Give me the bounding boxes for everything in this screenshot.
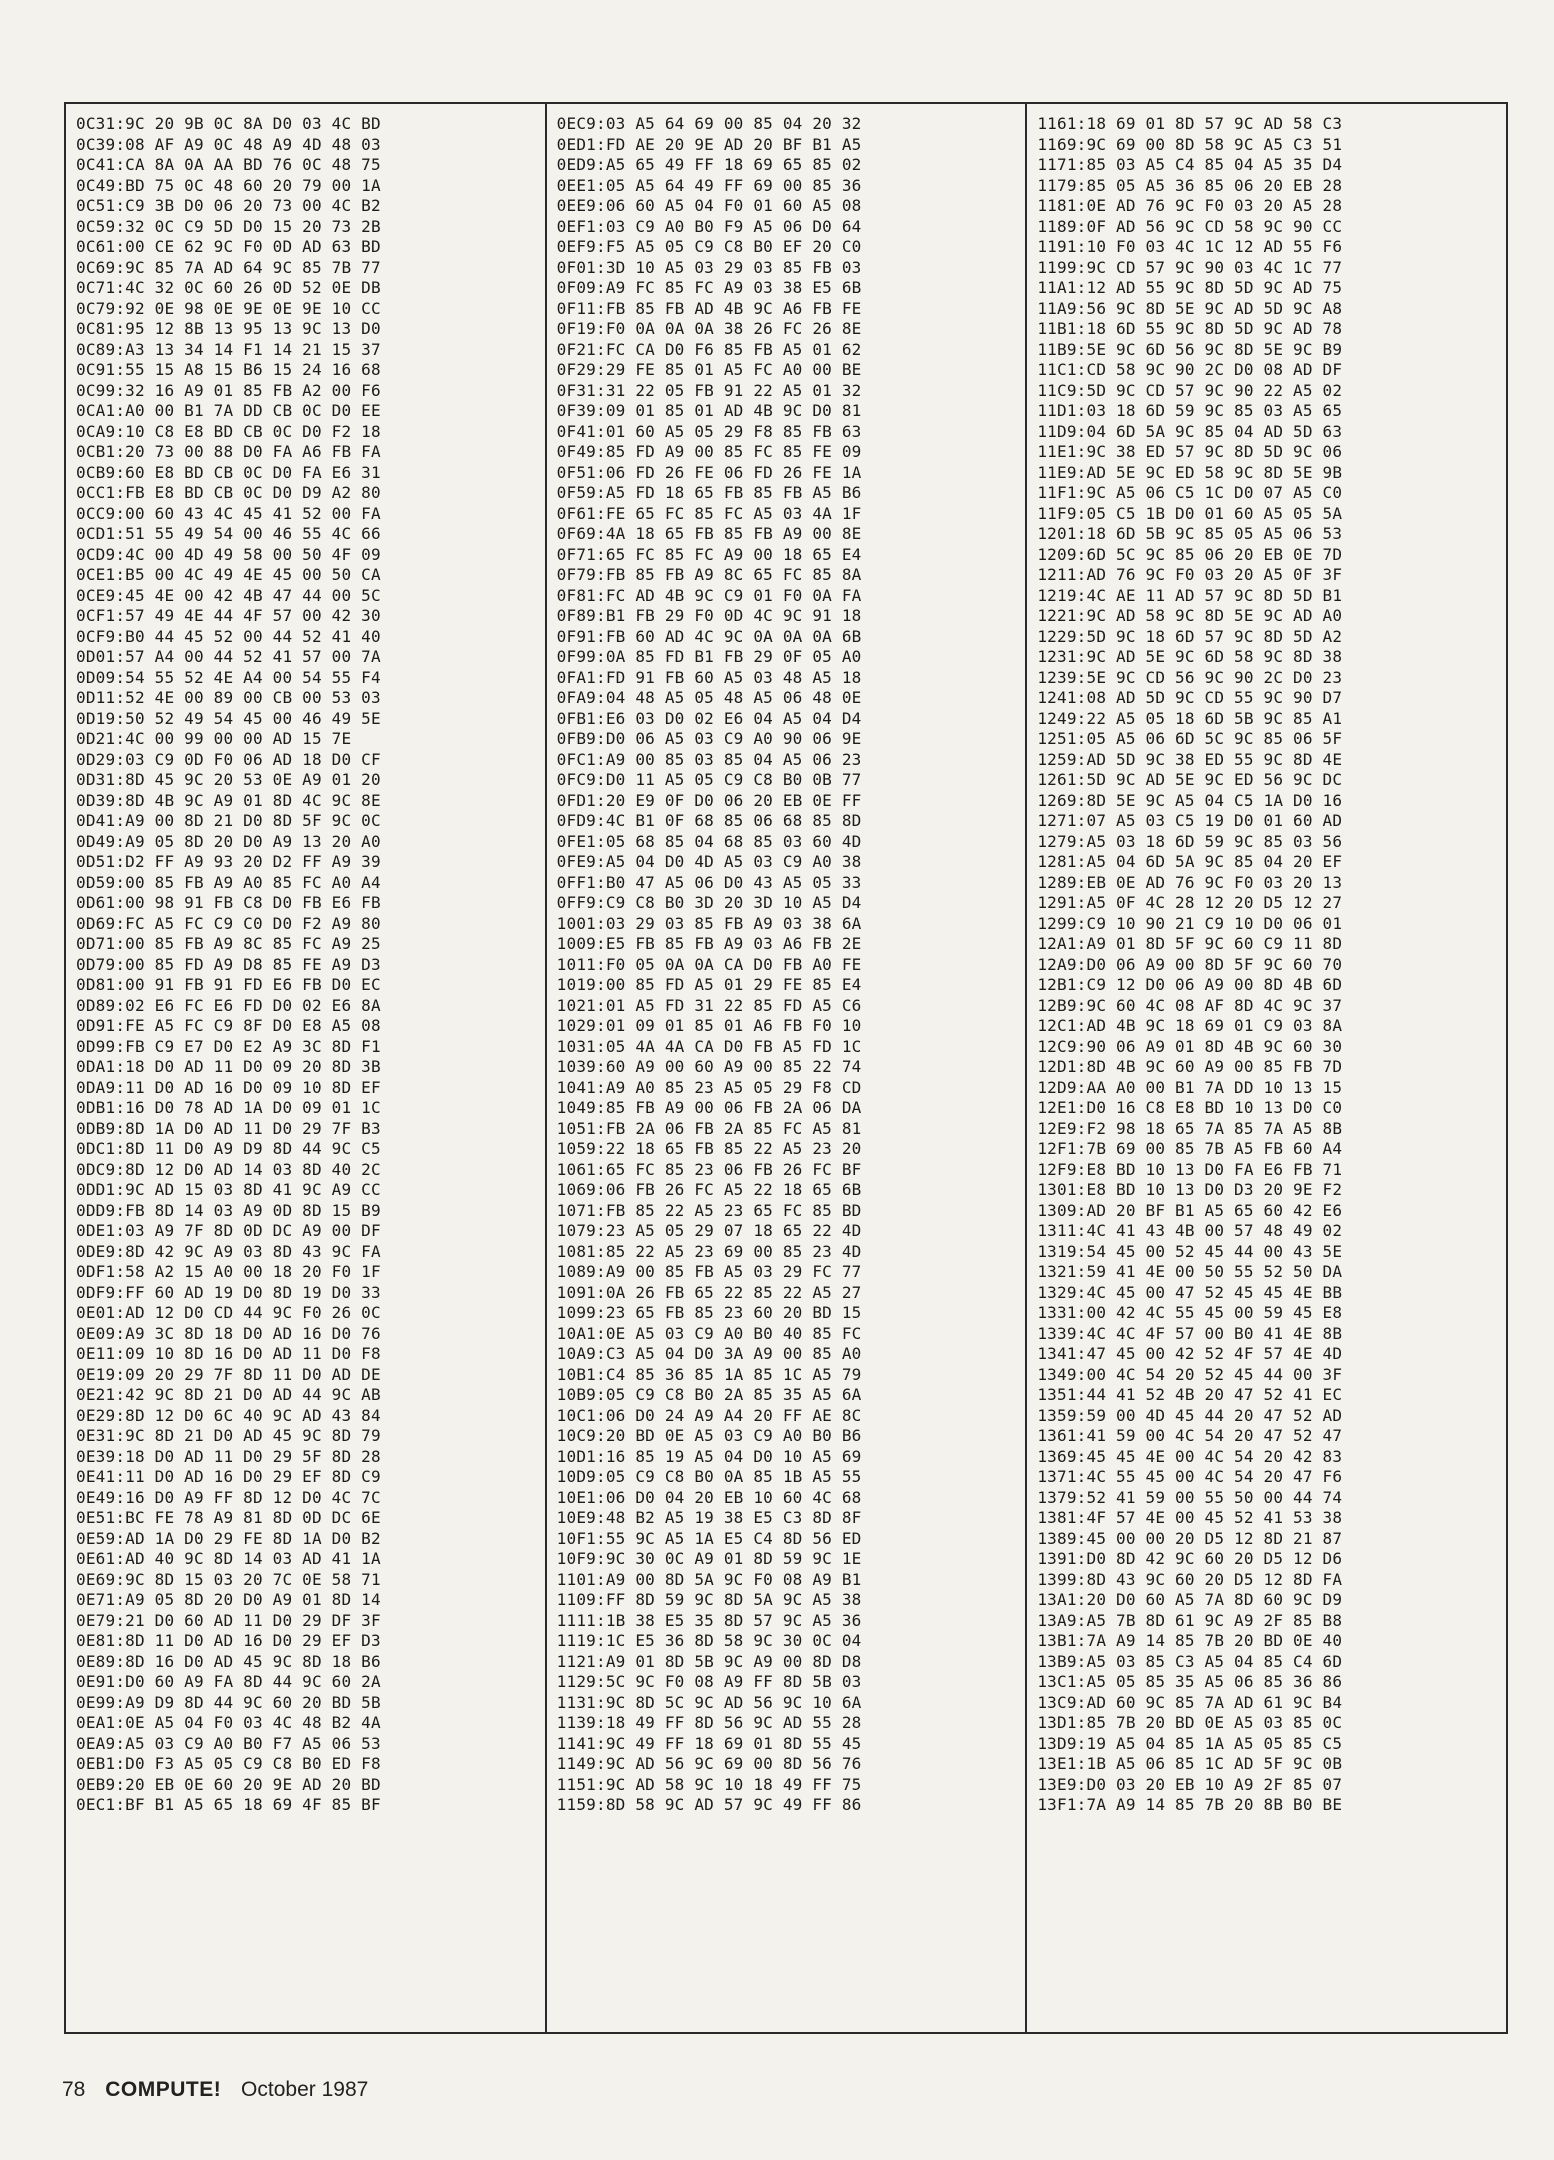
listing-line: 1139:18 49 FF 8D 56 9C AD 55 28 [556, 1713, 862, 1732]
listing-line: 0E39:18 D0 AD 11 D0 29 5F 8D 28 [76, 1446, 381, 1466]
listing-line: 11A1:12 AD 55 9C 8D 5D 9C AD 75 [1037, 278, 1343, 297]
listing-line: 0FE1:05 68 85 04 68 85 03 60 4D [556, 831, 862, 851]
listing-line: 1279:A5 03 18 6D 59 9C 85 03 56 [1037, 831, 1343, 851]
listing-line: 1231:9C AD 5E 9C 6D 58 9C 8D 38 [1037, 647, 1343, 666]
listing-line: 0C51:C9 3B D0 06 20 73 00 4C B2 [76, 196, 381, 215]
listing-line: 0E99:A9 D9 8D 44 9C 60 20 BD 5B [76, 1692, 381, 1712]
listing-line: 1261:5D 9C AD 5E 9C ED 56 9C DC [1037, 770, 1343, 789]
listing-line: 0F71:65 FC 85 FC A9 00 18 65 E4 [556, 544, 862, 564]
listing-line: 0F69:4A 18 65 FB 85 FB A9 00 8E [556, 524, 862, 543]
listing-line: 0C79:92 0E 98 0E 9E 0E 9E 10 CC [76, 298, 381, 318]
listing-line: 13E1:1B A5 06 85 1C AD 5F 9C 0B [1037, 1754, 1343, 1773]
listing-line: 11A9:56 9C 8D 5E 9C AD 5D 9C A8 [1037, 298, 1343, 318]
listing-line: 1001:03 29 03 85 FB A9 03 38 6A [556, 913, 862, 933]
listing-line: 12C1:AD 4B 9C 18 69 01 C9 03 8A [1037, 1016, 1343, 1035]
listing-line: 0DD1:9C AD 15 03 8D 41 9C A9 CC [76, 1180, 381, 1199]
listing-line: 10F1:55 9C A5 1A E5 C4 8D 56 ED [556, 1528, 862, 1548]
listing-line: 0CD1:51 55 49 54 00 46 55 4C 66 [76, 524, 381, 543]
listing-line: 0DD9:FB 8D 14 03 A9 0D 8D 15 B9 [76, 1200, 381, 1220]
listing-line: 1149:9C AD 56 9C 69 00 8D 56 76 [556, 1754, 862, 1773]
listing-line: 0C69:9C 85 7A AD 64 9C 85 7B 77 [76, 257, 381, 277]
listing-line: 0E01:AD 12 D0 CD 44 9C F0 26 0C [76, 1303, 381, 1322]
listing-line: 0DF9:FF 60 AD 19 D0 8D 19 D0 33 [76, 1282, 381, 1302]
listing-line: 1219:4C AE 11 AD 57 9C 8D 5D B1 [1037, 585, 1343, 605]
listing-line: 1039:60 A9 00 60 A9 00 85 22 74 [556, 1057, 862, 1076]
listing-line: 0EE9:06 60 A5 04 F0 01 60 A5 08 [556, 196, 862, 215]
listing-line: 0F09:A9 FC 85 FC A9 03 38 E5 6B [556, 278, 862, 297]
listing-line: 0CB9:60 E8 BD CB 0C D0 FA E6 31 [76, 462, 381, 482]
listing-line: 1099:23 65 FB 85 23 60 20 BD 15 [556, 1303, 862, 1322]
listing-line: 0F21:FC CA D0 F6 85 FB A5 01 62 [556, 339, 862, 359]
listing-line: 1021:01 A5 FD 31 22 85 FD A5 C6 [556, 995, 862, 1015]
listing-line: 0D99:FB C9 E7 D0 E2 A9 3C 8D F1 [76, 1036, 381, 1056]
listing-line: 1259:AD 5D 9C 38 ED 55 9C 8D 4E [1037, 749, 1343, 769]
listing-line: 1101:A9 00 8D 5A 9C F0 08 A9 B1 [556, 1569, 862, 1589]
listing-line: 1129:5C 9C F0 08 A9 FF 8D 5B 03 [556, 1672, 862, 1691]
listing-line: 1131:9C 8D 5C 9C AD 56 9C 10 6A [556, 1692, 862, 1712]
listing-line: 0E79:21 D0 60 AD 11 D0 29 DF 3F [76, 1610, 381, 1630]
listing-line: 10A1:0E A5 03 C9 A0 B0 40 85 FC [556, 1323, 862, 1343]
listing-line: 0CC1:FB E8 BD CB 0C D0 D9 A2 80 [76, 483, 381, 502]
listing-line: 0D89:02 E6 FC E6 FD D0 02 E6 8A [76, 995, 381, 1015]
listing-line: 0E61:AD 40 9C 8D 14 03 AD 41 1A [76, 1549, 381, 1568]
listing-line: 1171:85 03 A5 C4 85 04 A5 35 D4 [1037, 155, 1343, 174]
listing-line: 0FD9:4C B1 0F 68 85 06 68 85 8D [556, 811, 862, 830]
listing-line: 0C81:95 12 8B 13 95 13 9C 13 D0 [76, 319, 381, 338]
listing-line: 0D91:FE A5 FC C9 8F D0 E8 A5 08 [76, 1016, 381, 1035]
listing-line: 0F59:A5 FD 18 65 FB 85 FB A5 B6 [556, 483, 862, 502]
listing-line: 1051:FB 2A 06 FB 2A 85 FC A5 81 [556, 1118, 862, 1138]
listing-line: 10E9:48 B2 A5 19 38 E5 C3 8D 8F [556, 1508, 862, 1527]
listing-line: 0C49:BD 75 0C 48 60 20 79 00 1A [76, 175, 381, 195]
listing-line: 1181:0E AD 76 9C F0 03 20 A5 28 [1037, 196, 1343, 215]
listing-line: 1221:9C AD 58 9C 8D 5E 9C AD A0 [1037, 606, 1343, 625]
listing-line: 0DC1:8D 11 D0 A9 D9 8D 44 9C C5 [76, 1139, 381, 1158]
listing-line: 1319:54 45 00 52 45 44 00 43 5E [1037, 1241, 1343, 1261]
listing-line: 11D9:04 6D 5A 9C 85 04 AD 5D 63 [1037, 421, 1343, 441]
listing-line: 0FC1:A9 00 85 03 85 04 A5 06 23 [556, 749, 862, 769]
listing-line: 1209:6D 5C 9C 85 06 20 EB 0E 7D [1037, 544, 1343, 564]
listing-line: 0FB9:D0 06 A5 03 C9 A0 90 06 9E [556, 729, 862, 748]
listing-line: 1091:0A 26 FB 65 22 85 22 A5 27 [556, 1282, 862, 1302]
listing-line: 1379:52 41 59 00 55 50 00 44 74 [1037, 1487, 1343, 1507]
listing-line: 0C91:55 15 A8 15 B6 15 24 16 68 [76, 360, 381, 379]
listing-line: 0E89:8D 16 D0 AD 45 9C 8D 18 B6 [76, 1651, 381, 1671]
listing-line: 1009:E5 FB 85 FB A9 03 A6 FB 2E [556, 934, 862, 953]
listing-line: 0D41:A9 00 8D 21 D0 8D 5F 9C 0C [76, 811, 381, 830]
listing-line: 0EF9:F5 A5 05 C9 C8 B0 EF 20 C0 [556, 237, 862, 256]
listing-line: 0E59:AD 1A D0 29 FE 8D 1A D0 B2 [76, 1528, 381, 1548]
listing-line: 1041:A9 A0 85 23 A5 05 29 F8 CD [556, 1077, 862, 1097]
listing-line: 0C99:32 16 A9 01 85 FB A2 00 F6 [76, 380, 381, 400]
listing-line: 0D11:52 4E 00 89 00 CB 00 53 03 [76, 688, 381, 707]
listing-line: 0C61:00 CE 62 9C F0 0D AD 63 BD [76, 237, 381, 256]
listing-line: 12D1:8D 4B 9C 60 A9 00 85 FB 7D [1037, 1057, 1343, 1076]
listing-line: 0ED1:FD AE 20 9E AD 20 BF B1 A5 [556, 134, 862, 154]
page-number: 78 [62, 2078, 86, 2101]
listing-line: 0F91:FB 60 AD 4C 9C 0A 0A 0A 6B [556, 626, 862, 646]
listing-line: 13F1:7A A9 14 85 7B 20 8B B0 BE [1037, 1795, 1343, 1814]
listing-line: 0F41:01 60 A5 05 29 F8 85 FB 63 [556, 421, 862, 441]
listing-frame [64, 102, 1508, 2034]
listing-line: 0E29:8D 12 D0 6C 40 9C AD 43 84 [76, 1405, 381, 1425]
listing-line: 1311:4C 41 43 4B 00 57 48 49 02 [1037, 1221, 1343, 1240]
listing-line: 13E9:D0 03 20 EB 10 A9 2F 85 07 [1037, 1774, 1343, 1794]
listing-line: 0D09:54 55 52 4E A4 00 54 55 F4 [76, 667, 381, 687]
listing-line: 1081:85 22 A5 23 69 00 85 23 4D [556, 1241, 862, 1261]
listing-line: 1189:0F AD 56 9C CD 58 9C 90 CC [1037, 216, 1343, 236]
listing-line: 0EA1:0E A5 04 F0 03 4C 48 B2 4A [76, 1713, 381, 1732]
listing-line: 1069:06 FB 26 FC A5 22 18 65 6B [556, 1180, 862, 1199]
listing-line: 1359:59 00 4D 45 44 20 47 52 AD [1037, 1405, 1343, 1425]
listing-line: 10D1:16 85 19 A5 04 D0 10 A5 69 [556, 1446, 862, 1466]
listing-line: 0EA9:A5 03 C9 A0 B0 F7 A5 06 53 [76, 1733, 381, 1753]
listing-line: 0D79:00 85 FD A9 D8 85 FE A9 D3 [76, 954, 381, 974]
listing-line: 12A1:A9 01 8D 5F 9C 60 C9 11 8D [1037, 934, 1343, 953]
listing-line: 0D49:A9 05 8D 20 D0 A9 13 20 A0 [76, 831, 381, 851]
listing-line: 1269:8D 5E 9C A5 04 C5 1A D0 16 [1037, 790, 1343, 810]
listing-line: 12F1:7B 69 00 85 7B A5 FB 60 A4 [1037, 1139, 1343, 1158]
listing-line: 11F1:9C A5 06 C5 1C D0 07 A5 C0 [1037, 483, 1343, 502]
listing-line: 0E31:9C 8D 21 D0 AD 45 9C 8D 79 [76, 1426, 381, 1445]
listing-line: 0C59:32 0C C9 5D D0 15 20 73 2B [76, 216, 381, 236]
listing-line: 1391:D0 8D 42 9C 60 20 D5 12 D6 [1037, 1549, 1343, 1568]
listing-line: 0E49:16 D0 A9 FF 8D 12 D0 4C 7C [76, 1487, 381, 1507]
listing-line: 1239:5E 9C CD 56 9C 90 2C D0 23 [1037, 667, 1343, 687]
listing-line: 13B9:A5 03 85 C3 A5 04 85 C4 6D [1037, 1651, 1343, 1671]
listing-line: 1141:9C 49 FF 18 69 01 8D 55 45 [556, 1733, 862, 1753]
listing-line: 1179:85 05 A5 36 85 06 20 EB 28 [1037, 175, 1343, 195]
listing-line: 1349:00 4C 54 20 52 45 44 00 3F [1037, 1364, 1343, 1384]
listing-line: 1309:AD 20 BF B1 A5 65 60 42 E6 [1037, 1200, 1343, 1220]
listing-line: 1381:4F 57 4E 00 45 52 41 53 38 [1037, 1508, 1343, 1527]
listing-line: 1061:65 FC 85 23 06 FB 26 FC BF [556, 1159, 862, 1179]
listing-line: 0F51:06 FD 26 FE 06 FD 26 FE 1A [556, 462, 862, 482]
listing-line: 1049:85 FB A9 00 06 FB 2A 06 DA [556, 1098, 862, 1117]
listing-line: 1351:44 41 52 4B 20 47 52 41 EC [1037, 1385, 1343, 1404]
listing-line: 0DB1:16 D0 78 AD 1A D0 09 01 1C [76, 1098, 381, 1117]
listing-line: 1329:4C 45 00 47 52 45 45 4E BB [1037, 1282, 1343, 1302]
listing-line: 0D51:D2 FF A9 93 20 D2 FF A9 39 [76, 852, 381, 871]
listing-line: 10E1:06 D0 04 20 EB 10 60 4C 68 [556, 1487, 862, 1507]
listing-line: 1201:18 6D 5B 9C 85 05 A5 06 53 [1037, 524, 1343, 543]
listing-line: 0F99:0A 85 FD B1 FB 29 0F 05 A0 [556, 647, 862, 666]
listing-line: 0CA1:A0 00 B1 7A DD CB 0C D0 EE [76, 401, 381, 420]
listing-line: 0D31:8D 45 9C 20 53 0E A9 01 20 [76, 770, 381, 789]
listing-line: 0F01:3D 10 A5 03 29 03 85 FB 03 [556, 257, 862, 277]
listing-line: 0F79:FB 85 FB A9 8C 65 FC 85 8A [556, 565, 862, 584]
listing-line: 10B9:05 C9 C8 B0 2A 85 35 A5 6A [556, 1385, 862, 1404]
listing-line: 0F89:B1 FB 29 F0 0D 4C 9C 91 18 [556, 606, 862, 625]
listing-line: 0EB1:D0 F3 A5 05 C9 C8 B0 ED F8 [76, 1754, 381, 1773]
listing-line: 13A1:20 D0 60 A5 7A 8D 60 9C D9 [1037, 1590, 1343, 1609]
listing-line: 1191:10 F0 03 4C 1C 12 AD 55 F6 [1037, 237, 1343, 256]
listing-line: 0CE9:45 4E 00 42 4B 47 44 00 5C [76, 585, 381, 605]
listing-column-1 [66, 104, 545, 2032]
listing-line: 0DC9:8D 12 D0 AD 14 03 8D 40 2C [76, 1159, 381, 1179]
listing-line: 0CA9:10 C8 E8 BD CB 0C D0 F2 18 [76, 421, 381, 441]
listing-line: 0CE1:B5 00 4C 49 4E 45 00 50 CA [76, 565, 381, 584]
listing-line: 0D61:00 98 91 FB C8 D0 FB E6 FB [76, 893, 381, 912]
listing-line: 0D39:8D 4B 9C A9 01 8D 4C 9C 8E [76, 790, 381, 810]
listing-line: 11B1:18 6D 55 9C 8D 5D 9C AD 78 [1037, 319, 1343, 338]
listing-line: 0FE9:A5 04 D0 4D A5 03 C9 A0 38 [556, 852, 862, 871]
listing-line: 0D81:00 91 FB 91 FD E6 FB D0 EC [76, 975, 381, 994]
listing-line: 0F11:FB 85 FB AD 4B 9C A6 FB FE [556, 298, 862, 318]
listing-line: 0D01:57 A4 00 44 52 41 57 00 7A [76, 647, 381, 666]
listing-line: 12E9:F2 98 18 65 7A 85 7A A5 8B [1037, 1118, 1343, 1138]
listing-line: 0D19:50 52 49 54 45 00 46 49 5E [76, 708, 381, 728]
listing-line: 0F49:85 FD A9 00 85 FC 85 FE 09 [556, 442, 862, 461]
listing-line: 1161:18 69 01 8D 57 9C AD 58 C3 [1037, 114, 1343, 133]
listing-line: 12B9:9C 60 4C 08 AF 8D 4C 9C 37 [1037, 995, 1343, 1015]
listing-line: 0D69:FC A5 FC C9 C0 D0 F2 A9 80 [76, 913, 381, 933]
listing-line: 1299:C9 10 90 21 C9 10 D0 06 01 [1037, 913, 1343, 933]
listing-line: 1291:A5 0F 4C 28 12 20 D5 12 27 [1037, 893, 1343, 912]
listing-line: 0C89:A3 13 34 14 F1 14 21 15 37 [76, 339, 381, 359]
listing-line: 1331:00 42 4C 55 45 00 59 45 E8 [1037, 1303, 1343, 1322]
listing-line: 0E19:09 20 29 7F 8D 11 D0 AD DE [76, 1364, 381, 1384]
listing-line: 0DE1:03 A9 7F 8D 0D DC A9 00 DF [76, 1221, 381, 1240]
listing-line: 0DF1:58 A2 15 A0 00 18 20 F0 1F [76, 1262, 381, 1281]
listing-line: 10C1:06 D0 24 A9 A4 20 FF AE 8C [556, 1405, 862, 1425]
listing-line: 11E9:AD 5E 9C ED 58 9C 8D 5E 9B [1037, 462, 1343, 482]
listing-line: 1071:FB 85 22 A5 23 65 FC 85 BD [556, 1200, 862, 1220]
listing-line: 0E81:8D 11 D0 AD 16 D0 29 EF D3 [76, 1631, 381, 1650]
listing-line: 0CF1:57 49 4E 44 4F 57 00 42 30 [76, 606, 381, 625]
listing-line: 0F31:31 22 05 FB 91 22 A5 01 32 [556, 380, 862, 400]
listing-line: 0D71:00 85 FB A9 8C 85 FC A9 25 [76, 934, 381, 953]
issue-date: October 1987 [241, 2078, 369, 2101]
listing-line: 10C9:20 BD 0E A5 03 C9 A0 B0 B6 [556, 1426, 862, 1445]
listing-line: 12C9:90 06 A9 01 8D 4B 9C 60 30 [1037, 1036, 1343, 1056]
listing-line: 0E71:A9 05 8D 20 D0 A9 01 8D 14 [76, 1590, 381, 1609]
listing-line: 1361:41 59 00 4C 54 20 47 52 47 [1037, 1426, 1343, 1445]
listing-line: 10B1:C4 85 36 85 1A 85 1C A5 79 [556, 1364, 862, 1384]
listing-line: 11C1:CD 58 9C 90 2C D0 08 AD DF [1037, 360, 1343, 379]
listing-line: 0CB1:20 73 00 88 D0 FA A6 FB FA [76, 442, 381, 461]
listing-line: 12F9:E8 BD 10 13 D0 FA E6 FB 71 [1037, 1159, 1343, 1179]
listing-line: 0C41:CA 8A 0A AA BD 76 0C 48 75 [76, 155, 381, 174]
listing-line: 0C39:08 AF A9 0C 48 A9 4D 48 03 [76, 134, 381, 154]
listing-line: 0C31:9C 20 9B 0C 8A D0 03 4C BD [76, 114, 381, 133]
listing-line: 0CC9:00 60 43 4C 45 41 52 00 FA [76, 503, 381, 523]
listing-line: 1339:4C 4C 4F 57 00 B0 41 4E 8B [1037, 1323, 1343, 1343]
listing-line: 1341:47 45 00 42 52 4F 57 4E 4D [1037, 1344, 1343, 1363]
listing-line: 1119:1C E5 36 8D 58 9C 30 0C 04 [556, 1631, 862, 1650]
listing-column-2 [545, 104, 1026, 2032]
listing-line: 1371:4C 55 45 00 4C 54 20 47 F6 [1037, 1467, 1343, 1486]
listing-line: 1321:59 41 4E 00 50 55 52 50 DA [1037, 1262, 1343, 1281]
listing-line: 1079:23 A5 05 29 07 18 65 22 4D [556, 1221, 862, 1240]
listing-line: 0F19:F0 0A 0A 0A 38 26 FC 26 8E [556, 319, 862, 338]
listing-line: 0F61:FE 65 FC 85 FC A5 03 4A 1F [556, 503, 862, 523]
listing-line: 0D59:00 85 FB A9 A0 85 FC A0 A4 [76, 872, 381, 892]
listing-line: 0CD9:4C 00 4D 49 58 00 50 4F 09 [76, 544, 381, 564]
listing-line: 0F39:09 01 85 01 AD 4B 9C D0 81 [556, 401, 862, 420]
listing-line: 0FD1:20 E9 0F D0 06 20 EB 0E FF [556, 790, 862, 810]
listing-line: 1121:A9 01 8D 5B 9C A9 00 8D D8 [556, 1651, 862, 1671]
listing-line: 1301:E8 BD 10 13 D0 D3 20 9E F2 [1037, 1180, 1343, 1199]
listing-line: 0CF9:B0 44 45 52 00 44 52 41 40 [76, 626, 381, 646]
magazine-name: COMPUTE! [105, 2078, 222, 2101]
listing-line: 1289:EB 0E AD 76 9C F0 03 20 13 [1037, 872, 1343, 892]
listing-line: 1211:AD 76 9C F0 03 20 A5 0F 3F [1037, 565, 1343, 584]
listing-line: 1151:9C AD 58 9C 10 18 49 FF 75 [556, 1774, 862, 1794]
listing-line: 12B1:C9 12 D0 06 A9 00 8D 4B 6D [1037, 975, 1343, 994]
listing-line: 13B1:7A A9 14 85 7B 20 BD 0E 40 [1037, 1631, 1343, 1650]
listing-line: 0E09:A9 3C 8D 18 D0 AD 16 D0 76 [76, 1323, 381, 1343]
listing-column-3 [1025, 104, 1506, 2032]
listing-line: 0EF1:03 C9 A0 B0 F9 A5 06 D0 64 [556, 216, 862, 236]
listing-line: 12A9:D0 06 A9 00 8D 5F 9C 60 70 [1037, 954, 1343, 974]
listing-line: 0DB9:8D 1A D0 AD 11 D0 29 7F B3 [76, 1118, 381, 1138]
listing-line: 13D1:85 7B 20 BD 0E A5 03 85 0C [1037, 1713, 1343, 1732]
listing-line: 1199:9C CD 57 9C 90 03 4C 1C 77 [1037, 257, 1343, 277]
listing-line: 13C1:A5 05 85 35 A5 06 85 36 86 [1037, 1672, 1343, 1691]
listing-line: 1281:A5 04 6D 5A 9C 85 04 20 EF [1037, 852, 1343, 871]
listing-line: 1251:05 A5 06 6D 5C 9C 85 06 5F [1037, 729, 1343, 748]
listing-line: 0FA1:FD 91 FB 60 A5 03 48 A5 18 [556, 667, 862, 687]
listing-line: 0E69:9C 8D 15 03 20 7C 0E 58 71 [76, 1569, 381, 1589]
listing-line: 1011:F0 05 0A 0A CA D0 FB A0 FE [556, 954, 862, 974]
listing-line: 1169:9C 69 00 8D 58 9C A5 C3 51 [1037, 134, 1343, 154]
listing-line: 0FA9:04 48 A5 05 48 A5 06 48 0E [556, 688, 862, 707]
listing-line: 0FF9:C9 C8 B0 3D 20 3D 10 A5 D4 [556, 893, 862, 912]
listing-line: 11F9:05 C5 1B D0 01 60 A5 05 5A [1037, 503, 1343, 523]
listing-line: 0DE9:8D 42 9C A9 03 8D 43 9C FA [76, 1241, 381, 1261]
listing-line: 0EC1:BF B1 A5 65 18 69 4F 85 BF [76, 1795, 381, 1814]
listing-line: 1031:05 4A 4A CA D0 FB A5 FD 1C [556, 1036, 862, 1056]
listing-line: 0EC9:03 A5 64 69 00 85 04 20 32 [556, 114, 862, 133]
listing-line: 0EB9:20 EB 0E 60 20 9E AD 20 BD [76, 1774, 381, 1794]
listing-line: 1029:01 09 01 85 01 A6 FB F0 10 [556, 1016, 862, 1035]
listing-line: 11B9:5E 9C 6D 56 9C 8D 5E 9C B9 [1037, 339, 1343, 359]
listing-line: 10F9:9C 30 0C A9 01 8D 59 9C 1E [556, 1549, 862, 1568]
listing-line: 13A9:A5 7B 8D 61 9C A9 2F 85 B8 [1037, 1610, 1343, 1630]
listing-line: 0DA1:18 D0 AD 11 D0 09 20 8D 3B [76, 1057, 381, 1076]
listing-line: 1369:45 45 4E 00 4C 54 20 42 83 [1037, 1446, 1343, 1466]
listing-line: 0E21:42 9C 8D 21 D0 AD 44 9C AB [76, 1385, 381, 1404]
listing-line: 1111:1B 38 E5 35 8D 57 9C A5 36 [556, 1610, 862, 1630]
page-footer [62, 2078, 368, 2102]
listing-line: 13D9:19 A5 04 85 1A A5 05 85 C5 [1037, 1733, 1343, 1753]
listing-line: 0D29:03 C9 0D F0 06 AD 18 D0 CF [76, 749, 381, 769]
listing-line: 1271:07 A5 03 C5 19 D0 01 60 AD [1037, 811, 1343, 830]
listing-line: 1109:FF 8D 59 9C 8D 5A 9C A5 38 [556, 1590, 862, 1609]
listing-line: 1389:45 00 00 20 D5 12 8D 21 87 [1037, 1528, 1343, 1548]
listing-line: 10D9:05 C9 C8 B0 0A 85 1B A5 55 [556, 1467, 862, 1486]
listing-line: 0FF1:B0 47 A5 06 D0 43 A5 05 33 [556, 872, 862, 892]
listing-line: 11C9:5D 9C CD 57 9C 90 22 A5 02 [1037, 380, 1343, 400]
listing-line: 10A9:C3 A5 04 D0 3A A9 00 85 A0 [556, 1344, 862, 1363]
listing-line: 0EE1:05 A5 64 49 FF 69 00 85 36 [556, 175, 862, 195]
listing-line: 0FC9:D0 11 A5 05 C9 C8 B0 0B 77 [556, 770, 862, 789]
listing-line: 1241:08 AD 5D 9C CD 55 9C 90 D7 [1037, 688, 1343, 707]
listing-line: 0E91:D0 60 A9 FA 8D 44 9C 60 2A [76, 1672, 381, 1691]
listing-line: 0F81:FC AD 4B 9C C9 01 F0 0A FA [556, 585, 862, 605]
listing-line: 0C71:4C 32 0C 60 26 0D 52 0E DB [76, 278, 381, 297]
listing-line: 0ED9:A5 65 49 FF 18 69 65 85 02 [556, 155, 862, 174]
listing-line: 0D21:4C 00 99 00 00 AD 15 7E [76, 729, 352, 748]
listing-line: 0F29:29 FE 85 01 A5 FC A0 00 BE [556, 360, 862, 379]
listing-line: 0E11:09 10 8D 16 D0 AD 11 D0 F8 [76, 1344, 381, 1363]
listing-line: 12E1:D0 16 C8 E8 BD 10 13 D0 C0 [1037, 1098, 1343, 1117]
listing-line: 1399:8D 43 9C 60 20 D5 12 8D FA [1037, 1569, 1343, 1589]
listing-line: 0E51:BC FE 78 A9 81 8D 0D DC 6E [76, 1508, 381, 1527]
listing-line: 1159:8D 58 9C AD 57 9C 49 FF 86 [556, 1795, 862, 1814]
listing-line: 1089:A9 00 85 FB A5 03 29 FC 77 [556, 1262, 862, 1281]
listing-line: 1019:00 85 FD A5 01 29 FE 85 E4 [556, 975, 862, 994]
listing-line: 1059:22 18 65 FB 85 22 A5 23 20 [556, 1139, 862, 1158]
listing-line: 0FB1:E6 03 D0 02 E6 04 A5 04 D4 [556, 708, 862, 728]
listing-line: 0DA9:11 D0 AD 16 D0 09 10 8D EF [76, 1077, 381, 1097]
listing-line: 11D1:03 18 6D 59 9C 85 03 A5 65 [1037, 401, 1343, 420]
listing-line: 11E1:9C 38 ED 57 9C 8D 5D 9C 06 [1037, 442, 1343, 461]
listing-line: 0E41:11 D0 AD 16 D0 29 EF 8D C9 [76, 1467, 381, 1486]
listing-line: 1229:5D 9C 18 6D 57 9C 8D 5D A2 [1037, 626, 1343, 646]
listing-line: 12D9:AA A0 00 B1 7A DD 10 13 15 [1037, 1077, 1343, 1097]
listing-line: 1249:22 A5 05 18 6D 5B 9C 85 A1 [1037, 708, 1343, 728]
listing-line: 13C9:AD 60 9C 85 7A AD 61 9C B4 [1037, 1692, 1343, 1712]
